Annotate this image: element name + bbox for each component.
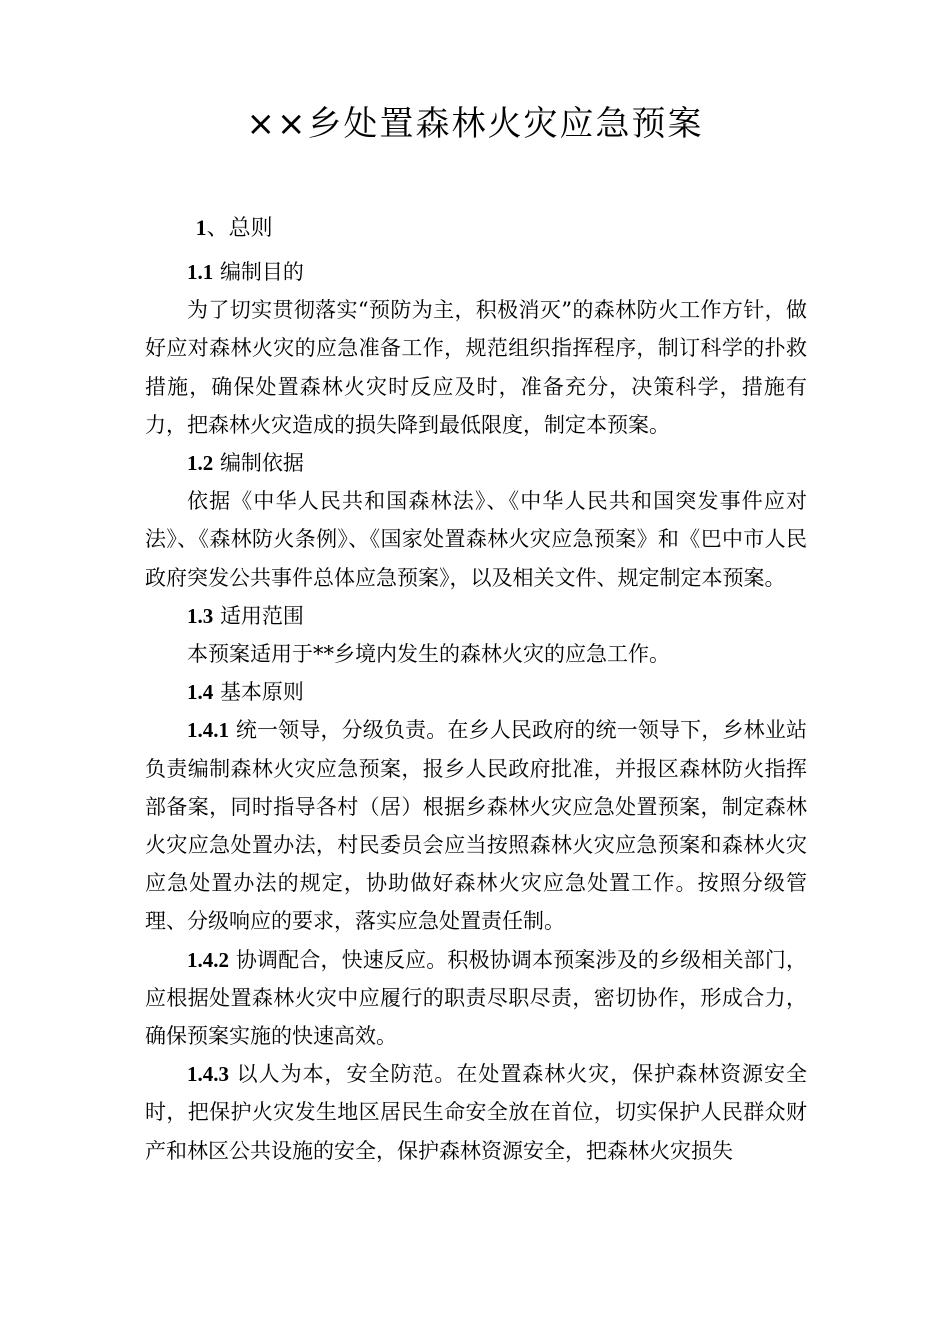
section-number: 1 xyxy=(195,215,207,240)
section-heading-1-1 xyxy=(145,253,807,291)
document-title: ××乡处置森林火灾应急预案 xyxy=(246,104,704,144)
section-label: 基本原则 xyxy=(219,680,304,705)
clause-number: 1.4.2 xyxy=(187,947,229,972)
clause-number: 1.4.3 xyxy=(187,1062,229,1087)
section-label: 编制目的 xyxy=(219,260,304,284)
section-number: 1.2 xyxy=(187,451,214,476)
section-number: 1.1 xyxy=(187,260,214,284)
section-heading-1 xyxy=(145,208,807,249)
paragraph-1-1: 为了切实贯彻落实“预防为主，积极消灭”的森林防火工作方针，做好应对森林火灾的应急准备工作，规范组织指挥程序，制订科学的扑救措施，确保处置森林火灾时反应及时，准备充分，决策科学，措施有力，把森林火灾造成的损失降到最低限度，制定本预案。 xyxy=(145,298,807,437)
document-body xyxy=(145,208,807,1170)
paragraph-1-4-2 xyxy=(145,941,807,1056)
clause-number: 1.4.1 xyxy=(187,718,229,743)
section-heading-1-2 xyxy=(145,444,807,482)
section-heading-1-4 xyxy=(145,673,807,711)
paragraph-1-2: 依据《中华人民共和国森林法》、《中华人民共和国突发事件应对法》、《森林防火条例》、《国家处置森林火灾应急预案》和《巴中市人民政府突发公共事件总体应急预案》，以及相关文件、规定制定本预案。 xyxy=(145,489,807,590)
clause-text: 统一领导，分级负责。在乡人民政府的统一领导下，乡林业站负责编制森林火灾应急预案，报乡人民政府批准，并报区森林防火指挥部备案，同时指导各村（居）根据乡森林火灾应急处置预案，制定森林火灾应急处置办法，村民委员会应当按照森林火灾应急预案和森林火灾应急处置办法的规定，协助做好森林火灾应急处置工作。按照分级管理、分级响应的要求，落实应急处置责任制。 xyxy=(145,718,807,934)
section-heading-1-3 xyxy=(145,597,807,635)
section-label: 编制依据 xyxy=(219,451,304,476)
paragraph-1-4-3 xyxy=(145,1055,807,1170)
section-number: 1.3 xyxy=(187,603,214,628)
clause-text: 以人为本，安全防范。在处置森林火灾，保护森林资源安全时，把保护火灾发生地区居民生命安全放在首位，切实保护人民群众财产和林区公共设施的安全，保护森林资源安全，把森林火灾损失 xyxy=(145,1062,807,1163)
section-label: 适用范围 xyxy=(219,603,304,628)
clause-text: 协调配合，快速反应。积极协调本预案涉及的乡级相关部门，应根据处置森林火灾中应履行的职责尽职尽责，密切协作，形成合力，确保预案实施的快速高效。 xyxy=(145,947,807,1049)
section-label: 、总则 xyxy=(206,216,273,241)
paragraph-1-3: 本预案适用于**乡境内发生的森林火灾的应急工作。 xyxy=(187,642,670,667)
section-number: 1.4 xyxy=(187,680,214,705)
paragraph-1-4-1 xyxy=(145,711,807,940)
